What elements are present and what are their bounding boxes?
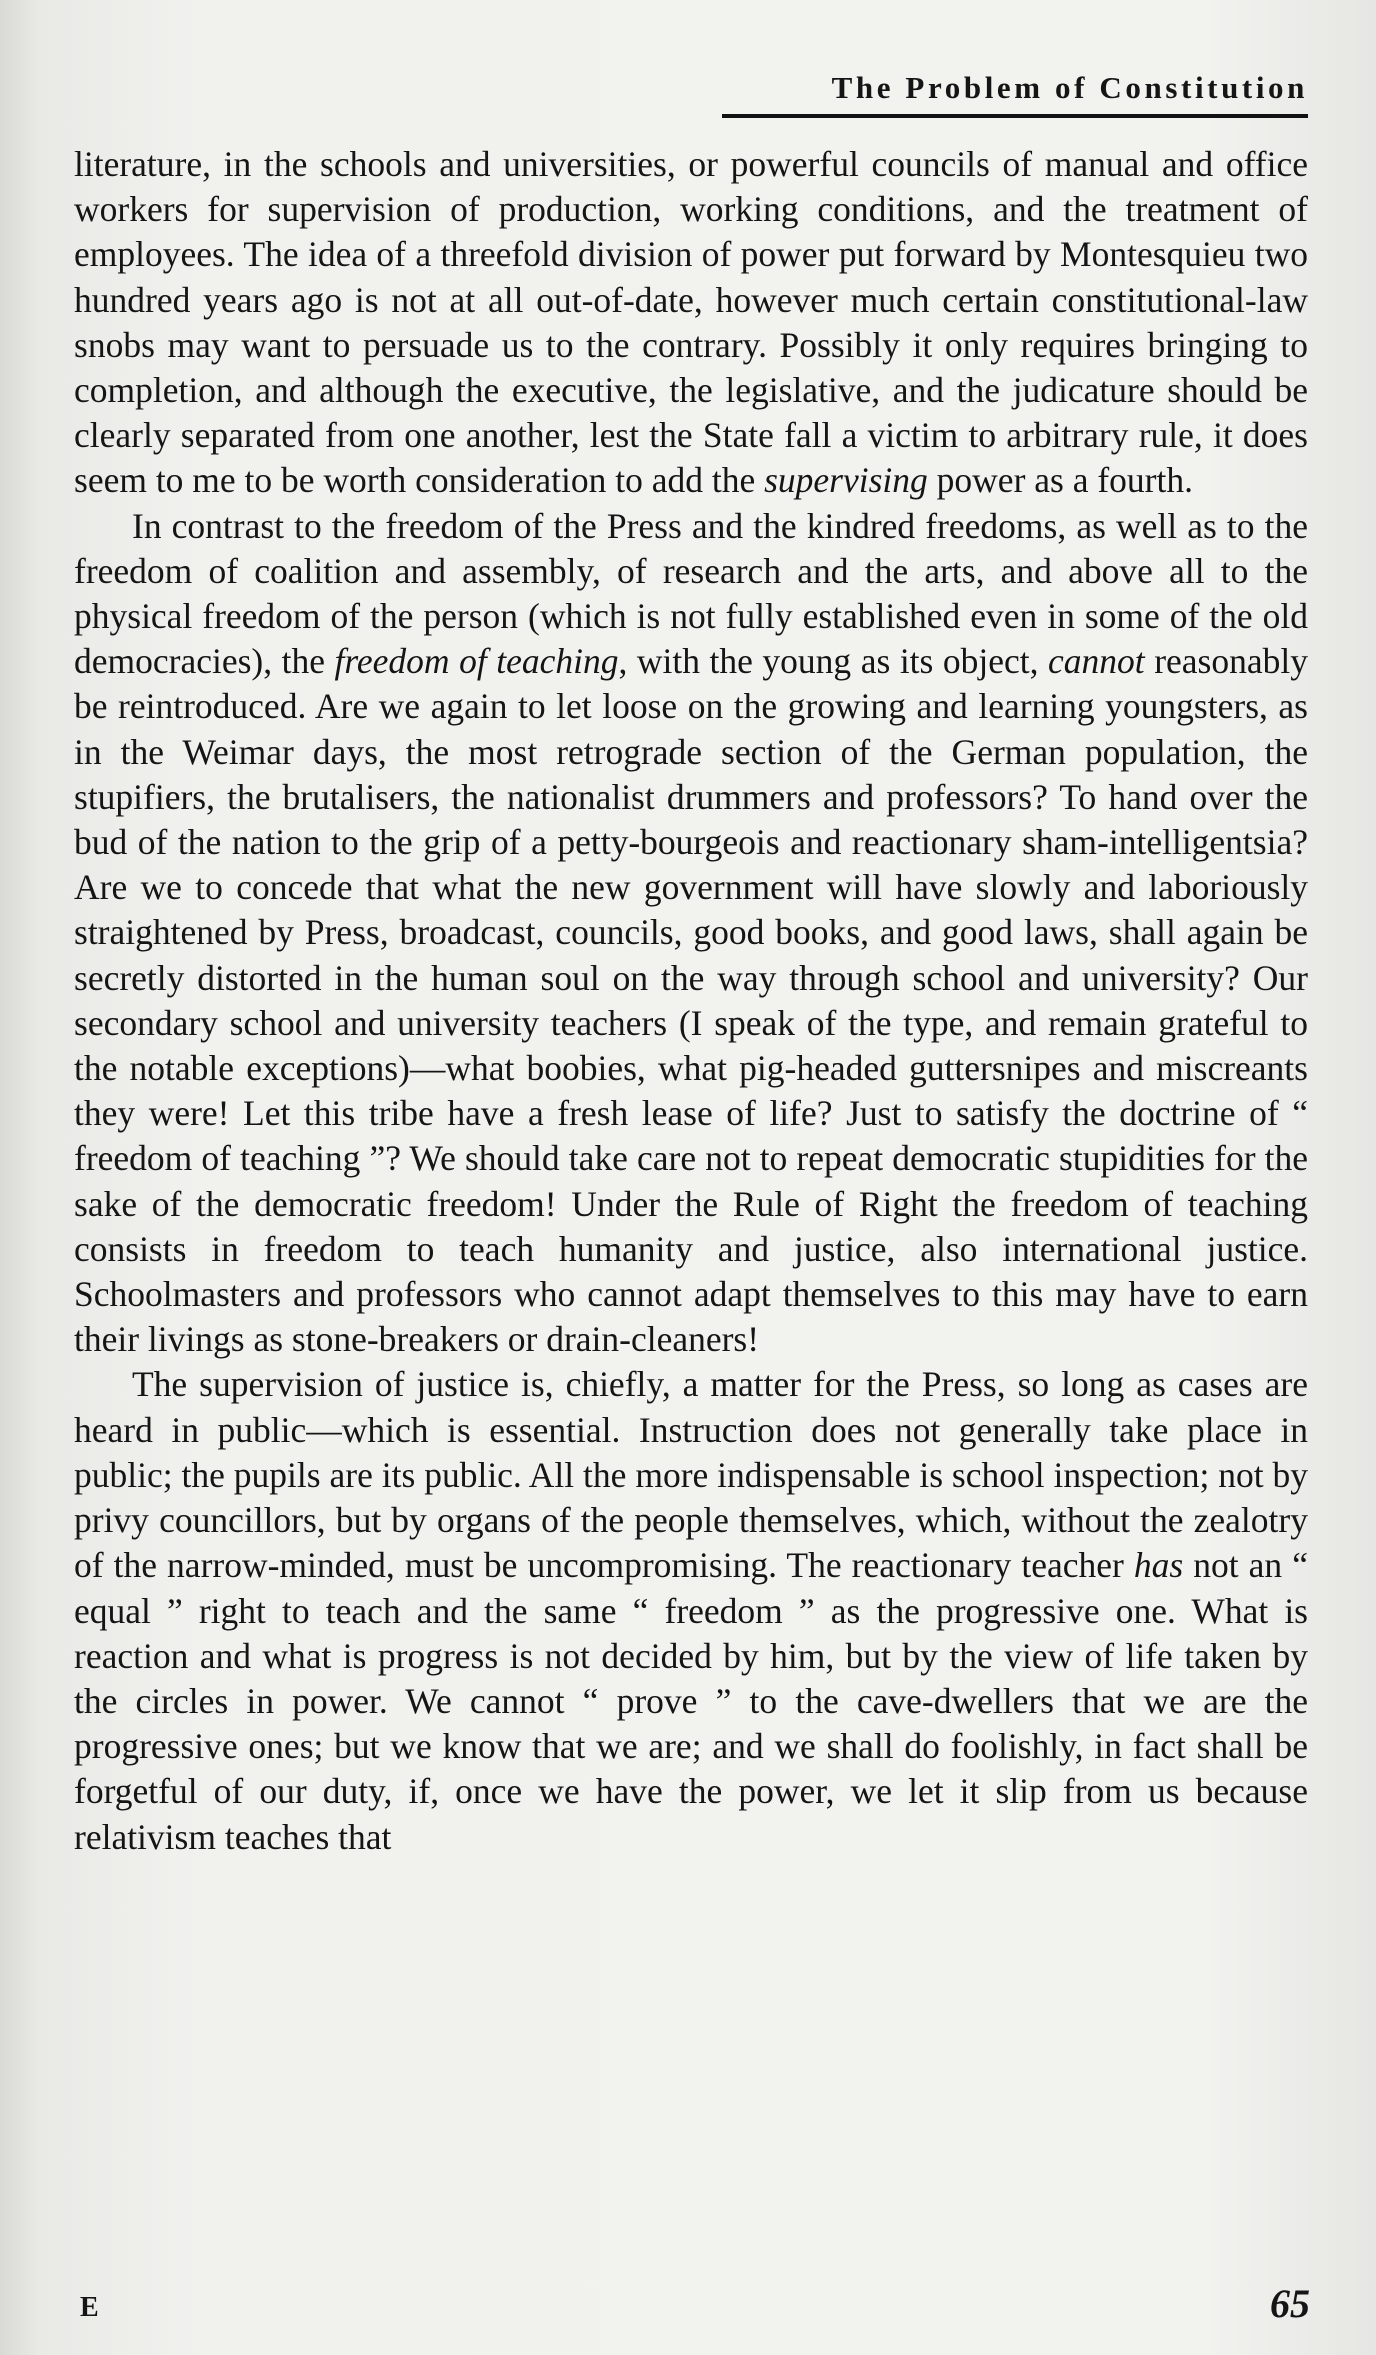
body-text (74, 142, 1308, 1860)
signature-mark: E (80, 2292, 100, 2323)
text-run: power as a fourth. (927, 460, 1193, 501)
paragraph (74, 504, 1308, 1363)
paragraph (74, 142, 1308, 504)
italic-text: cannot (1048, 641, 1145, 682)
text-run: The supervision of justice is, chiefly, a matter for the Press, so long as cases are heard in public—which is essential. Instruction does not generally take place in public; the pupils are its public. All the more indispensable is school inspection; not by privy councillors, but by organs of the people themselves, which, without the zealotry of the narrow-minded, must be uncompromising. The reactionary teacher (74, 1364, 1308, 1586)
page-number: 65 (1270, 2281, 1310, 2326)
running-header: The Problem of Constitution (831, 70, 1308, 105)
text-run: , with the young as its object, (618, 641, 1049, 682)
paragraph (74, 1362, 1308, 1859)
text-run: In contrast to the freedom of the Press and the kindred freedoms, as well as to the freedom of coalition and assembly, of research and the arts, and above all to the physical freedom of the person (which is not fully established even in some of the old democracies), the (74, 505, 1308, 682)
text-run: reasonably be reintroduced. Are we again to let loose on the growing and learning youngsters, as in the Weimar days, the most retrograde section of the German population, the stupifiers, the brutalisers, the nationalist drummers and professors? To hand over the bud of the nation to the grip of a petty-bourgeois and reactionary sham-intelligentsia? Are we to concede that what the new government will have slowly and laboriously straightened by Press, broadcast, councils, good books, and good laws, shall again be secretly distorted in the human soul on the way through school and university? Our secondary school and university teachers (I speak of the type, and remain grateful to the notable exceptions)—what boobies, what pig-headed guttersnipes and miscreants they were! Let this tribe have a fresh lease of life? Just to satisfy the doctrine of “ freedom of teaching ”? We should take care not to repeat democratic stupidities for the sake of the democratic freedom! Under the Rule of Right the freedom of teaching consists in freedom to teach humanity and justice, also international justice. Schoolmasters and professors who cannot adapt themselves to this may have to earn their livings as stone-breakers or drain-cleaners! (74, 641, 1308, 1360)
text-run: not an “ equal ” right to teach and the same “ freedom ” as the progressive one. What is reaction and what is progress is not decided by him, but by the view of life taken by the circles in power. We cannot “ prove ” to the cave-dwellers that we are the progressive ones; but we know that we are; and we shall do foolishly, in fact shall be forgetful of our duty, if, once we have the power, we let it slip from us because relativism teaches that (74, 1545, 1308, 1857)
text-run: literature, in the schools and universities, or powerful councils of manual and office workers for supervision of production, working conditions, and the treatment of employees. The idea of a threefold division of power put forward by Montesquieu two hundred years ago is not at all out-of-date, however much certain constitutional-law snobs may want to persuade us to the contrary. Possibly it only requires bringing to completion, and although the executive, the legislative, and the judicature should be clearly separated from one another, lest the State fall a victim to arbitrary rule, it does seem to me to be worth consideration to add the (74, 144, 1308, 501)
italic-text: freedom of teaching (334, 641, 619, 682)
italic-text: has (1133, 1545, 1184, 1586)
italic-text: supervising (764, 460, 928, 501)
header-rule (722, 114, 1308, 118)
